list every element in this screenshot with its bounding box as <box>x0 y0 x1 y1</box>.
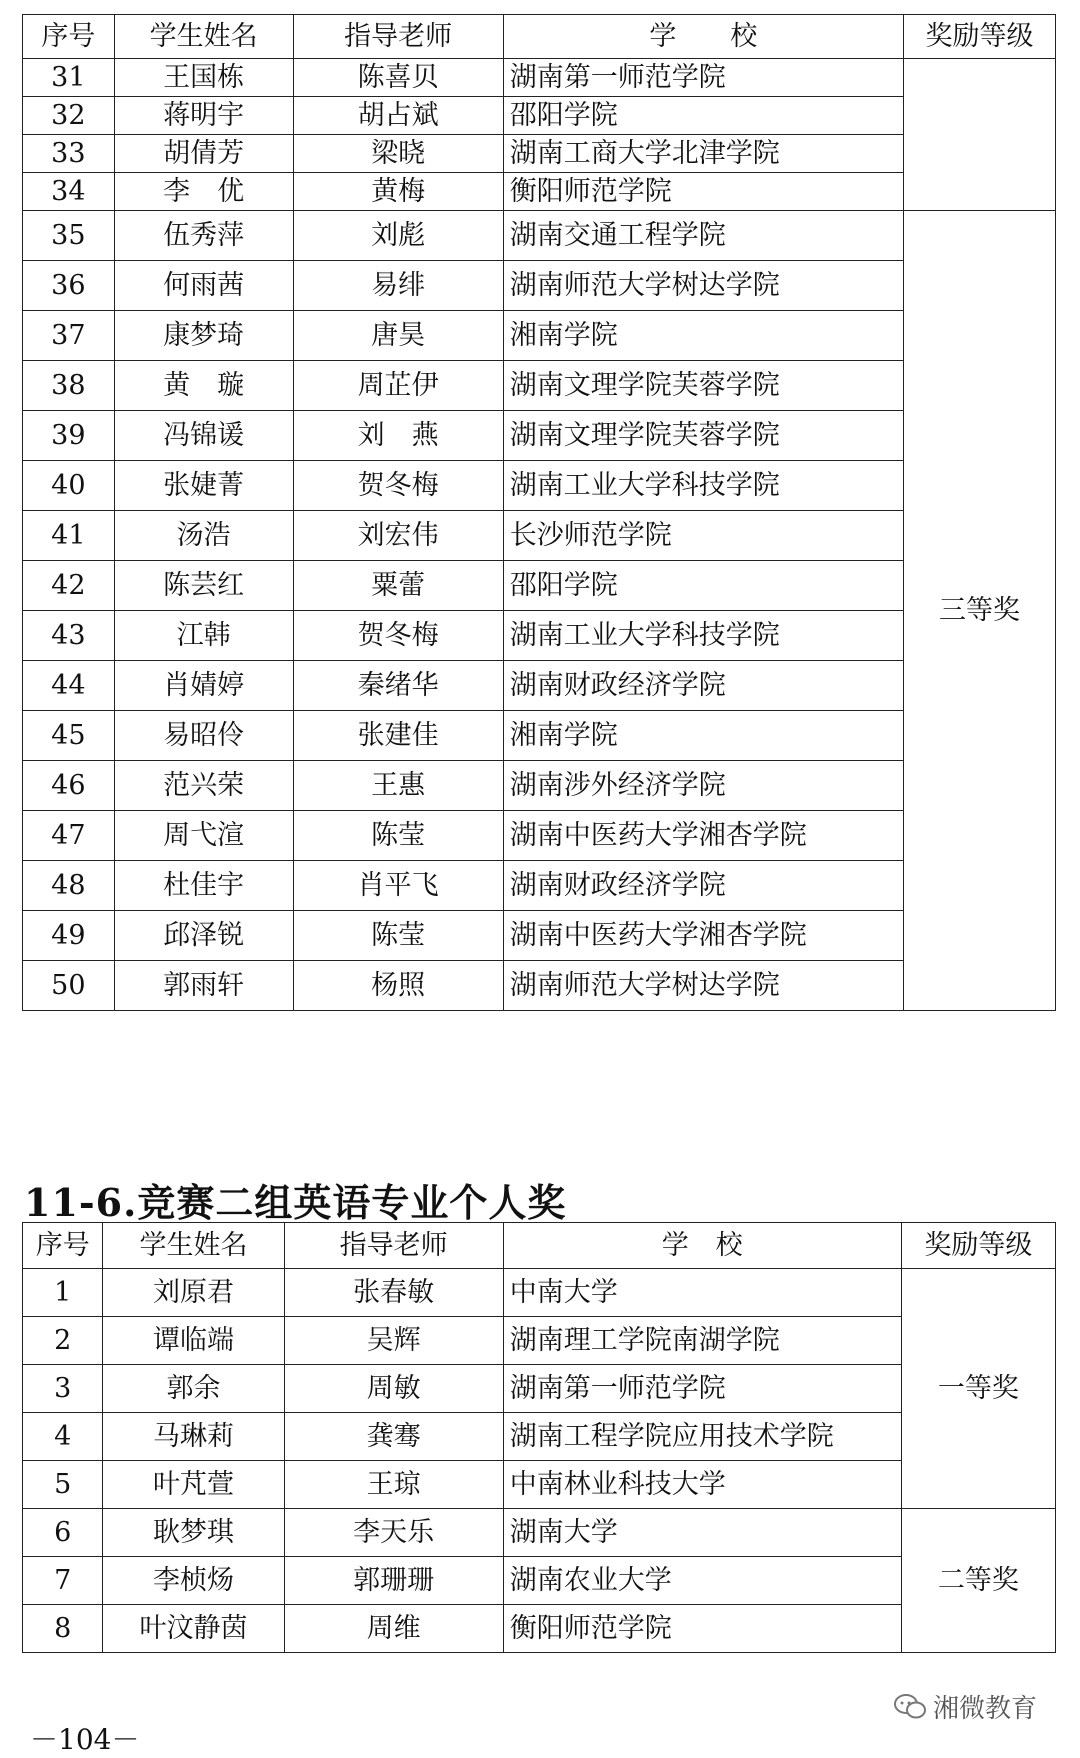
cell-advisor: 黄梅 <box>293 173 503 211</box>
cell-index: 33 <box>23 135 115 173</box>
cell-advisor: 刘彪 <box>293 211 503 261</box>
cell-school: 湘南学院 <box>503 311 903 361</box>
header-award-level: 奖励等级 <box>903 15 1055 59</box>
cell-school: 邵阳学院 <box>503 97 903 135</box>
cell-student-name: 耿梦琪 <box>103 1509 284 1557</box>
cell-school: 湖南工程学院应用技术学院 <box>503 1413 901 1461</box>
cell-advisor: 胡占斌 <box>293 97 503 135</box>
table-row <box>23 59 1056 97</box>
cell-student-name: 李桢炀 <box>103 1557 284 1605</box>
header-award-level: 奖励等级 <box>901 1223 1055 1269</box>
cell-student-name: 冯锦谖 <box>114 411 293 461</box>
cell-advisor: 杨照 <box>293 961 503 1011</box>
table-row <box>23 711 1056 761</box>
cell-advisor: 刘宏伟 <box>293 511 503 561</box>
header-student-name: 学生姓名 <box>114 15 293 59</box>
cell-student-name: 何雨茜 <box>114 261 293 311</box>
cell-student-name: 肖婧婷 <box>114 661 293 711</box>
cell-student-name: 马琳莉 <box>103 1413 284 1461</box>
cell-school: 湖南大学 <box>503 1509 901 1557</box>
cell-advisor: 贺冬梅 <box>293 461 503 511</box>
cell-index: 50 <box>23 961 115 1011</box>
cell-index: 32 <box>23 97 115 135</box>
table-row <box>23 173 1056 211</box>
cell-advisor: 刘 燕 <box>293 411 503 461</box>
cell-advisor: 贺冬梅 <box>293 611 503 661</box>
cell-student-name: 胡倩芳 <box>114 135 293 173</box>
watermark-text: 湘微教育 <box>933 1694 1038 1724</box>
table-row <box>23 1269 1056 1317</box>
cell-school: 湖南工商大学北津学院 <box>503 135 903 173</box>
cell-index: 38 <box>23 361 115 411</box>
cell-school: 湖南交通工程学院 <box>503 211 903 261</box>
cell-student-name: 杜佳宇 <box>114 861 293 911</box>
table-row <box>23 1509 1056 1557</box>
cell-school: 邵阳学院 <box>503 561 903 611</box>
cell-index: 37 <box>23 311 115 361</box>
cell-school: 湘南学院 <box>503 711 903 761</box>
table-row <box>23 1557 1056 1605</box>
cell-student-name: 谭临端 <box>103 1317 284 1365</box>
cell-advisor: 吴辉 <box>284 1317 503 1365</box>
cell-student-name: 伍秀萍 <box>114 211 293 261</box>
cell-student-name: 黄 璇 <box>114 361 293 411</box>
cell-student-name: 江韩 <box>114 611 293 661</box>
cell-index: 40 <box>23 461 115 511</box>
cell-advisor: 周芷伊 <box>293 361 503 411</box>
cell-award-level: 二等奖 <box>901 1509 1055 1653</box>
table-row <box>23 861 1056 911</box>
table-row <box>23 1461 1056 1509</box>
cell-award-level <box>903 59 1055 211</box>
cell-school: 湖南财政经济学院 <box>503 861 903 911</box>
table-row <box>23 97 1056 135</box>
cell-student-name: 郭雨轩 <box>114 961 293 1011</box>
cell-index: 46 <box>23 761 115 811</box>
cell-advisor: 秦绪华 <box>293 661 503 711</box>
table-row <box>23 961 1056 1011</box>
cell-advisor: 肖平飞 <box>293 861 503 911</box>
cell-index: 31 <box>23 59 115 97</box>
cell-index: 1 <box>23 1269 103 1317</box>
cell-school: 湖南理工学院南湖学院 <box>503 1317 901 1365</box>
cell-student-name: 蒋明宇 <box>114 97 293 135</box>
cell-advisor: 张春敏 <box>284 1269 503 1317</box>
table-row <box>23 561 1056 611</box>
cell-advisor: 陈莹 <box>293 911 503 961</box>
cell-student-name: 叶芃萱 <box>103 1461 284 1509</box>
cell-advisor: 易绯 <box>293 261 503 311</box>
cell-index: 47 <box>23 811 115 861</box>
cell-index: 45 <box>23 711 115 761</box>
table-row <box>23 211 1056 261</box>
cell-school: 湖南涉外经济学院 <box>503 761 903 811</box>
header-index: 序号 <box>23 15 115 59</box>
table-row <box>23 261 1056 311</box>
cell-advisor: 梁晓 <box>293 135 503 173</box>
cell-student-name: 郭余 <box>103 1365 284 1413</box>
cell-school: 中南大学 <box>503 1269 901 1317</box>
cell-advisor: 唐昊 <box>293 311 503 361</box>
table-row <box>23 911 1056 961</box>
cell-index: 49 <box>23 911 115 961</box>
cell-student-name: 邱泽锐 <box>114 911 293 961</box>
table-row <box>23 1365 1056 1413</box>
cell-student-name: 范兴荣 <box>114 761 293 811</box>
cell-student-name: 王国栋 <box>114 59 293 97</box>
cell-index: 43 <box>23 611 115 661</box>
cell-advisor: 张建佳 <box>293 711 503 761</box>
table-row <box>23 461 1056 511</box>
table-row <box>23 661 1056 711</box>
cell-index: 39 <box>23 411 115 461</box>
cell-advisor: 郭珊珊 <box>284 1557 503 1605</box>
cell-advisor: 周维 <box>284 1605 503 1653</box>
table-row <box>23 411 1056 461</box>
cell-index: 34 <box>23 173 115 211</box>
cell-index: 35 <box>23 211 115 261</box>
table-row <box>23 1317 1056 1365</box>
cell-advisor: 龚骞 <box>284 1413 503 1461</box>
awards-table-1 <box>22 14 1056 1011</box>
header-index: 序号 <box>23 1223 103 1269</box>
cell-school: 中南林业科技大学 <box>503 1461 901 1509</box>
cell-index: 7 <box>23 1557 103 1605</box>
cell-student-name: 汤浩 <box>114 511 293 561</box>
cell-award-level: 三等奖 <box>903 211 1055 1011</box>
watermark <box>893 1688 1037 1725</box>
cell-index: 41 <box>23 511 115 561</box>
cell-advisor: 陈莹 <box>293 811 503 861</box>
table-row <box>23 311 1056 361</box>
cell-school: 湖南师范大学树达学院 <box>503 261 903 311</box>
header-school: 学 校 <box>503 15 903 59</box>
cell-student-name: 张婕菁 <box>114 461 293 511</box>
header-school: 学 校 <box>503 1223 901 1269</box>
cell-index: 44 <box>23 661 115 711</box>
cell-index: 36 <box>23 261 115 311</box>
table-row <box>23 761 1056 811</box>
page-number: －104－ <box>30 1723 140 1756</box>
cell-student-name: 李 优 <box>114 173 293 211</box>
cell-school: 湖南工业大学科技学院 <box>503 611 903 661</box>
cell-student-name: 叶汶静茵 <box>103 1605 284 1653</box>
header-advisor: 指导老师 <box>293 15 503 59</box>
cell-advisor: 李天乐 <box>284 1509 503 1557</box>
cell-index: 48 <box>23 861 115 911</box>
cell-advisor: 陈喜贝 <box>293 59 503 97</box>
cell-school: 湖南文理学院芙蓉学院 <box>503 411 903 461</box>
cell-index: 4 <box>23 1413 103 1461</box>
cell-school: 衡阳师范学院 <box>503 173 903 211</box>
cell-school: 湖南文理学院芙蓉学院 <box>503 361 903 411</box>
cell-index: 5 <box>23 1461 103 1509</box>
cell-index: 42 <box>23 561 115 611</box>
cell-index: 2 <box>23 1317 103 1365</box>
table-header-row <box>23 1223 1056 1269</box>
cell-school: 湖南中医药大学湘杏学院 <box>503 911 903 961</box>
cell-advisor: 周敏 <box>284 1365 503 1413</box>
cell-school: 湖南师范大学树达学院 <box>503 961 903 1011</box>
cell-school: 湖南第一师范学院 <box>503 59 903 97</box>
table-row <box>23 1605 1056 1653</box>
cell-school: 湖南第一师范学院 <box>503 1365 901 1413</box>
header-student-name: 学生姓名 <box>103 1223 284 1269</box>
cell-advisor: 王琼 <box>284 1461 503 1509</box>
header-advisor: 指导老师 <box>284 1223 503 1269</box>
cell-school: 衡阳师范学院 <box>503 1605 901 1653</box>
table-row <box>23 135 1056 173</box>
section-heading: 11-6.竞赛二组英语专业个人奖 <box>24 1180 567 1225</box>
table-row <box>23 1413 1056 1461</box>
cell-school: 湖南农业大学 <box>503 1557 901 1605</box>
cell-student-name: 康梦琦 <box>114 311 293 361</box>
cell-advisor: 王惠 <box>293 761 503 811</box>
cell-student-name: 易昭伶 <box>114 711 293 761</box>
cell-school: 湖南工业大学科技学院 <box>503 461 903 511</box>
cell-school: 湖南中医药大学湘杏学院 <box>503 811 903 861</box>
table-row <box>23 611 1056 661</box>
table-row <box>23 511 1056 561</box>
cell-award-level: 一等奖 <box>901 1269 1055 1509</box>
cell-advisor: 粟蕾 <box>293 561 503 611</box>
cell-index: 8 <box>23 1605 103 1653</box>
cell-school: 湖南财政经济学院 <box>503 661 903 711</box>
awards-table-2 <box>22 1222 1056 1653</box>
table-row <box>23 811 1056 861</box>
table-header-row <box>23 15 1056 59</box>
cell-index: 6 <box>23 1509 103 1557</box>
cell-student-name: 刘原君 <box>103 1269 284 1317</box>
cell-student-name: 周弋渲 <box>114 811 293 861</box>
chat-bubble-icon <box>893 1693 927 1721</box>
cell-index: 3 <box>23 1365 103 1413</box>
cell-student-name: 陈芸红 <box>114 561 293 611</box>
table-row <box>23 361 1056 411</box>
cell-school: 长沙师范学院 <box>503 511 903 561</box>
